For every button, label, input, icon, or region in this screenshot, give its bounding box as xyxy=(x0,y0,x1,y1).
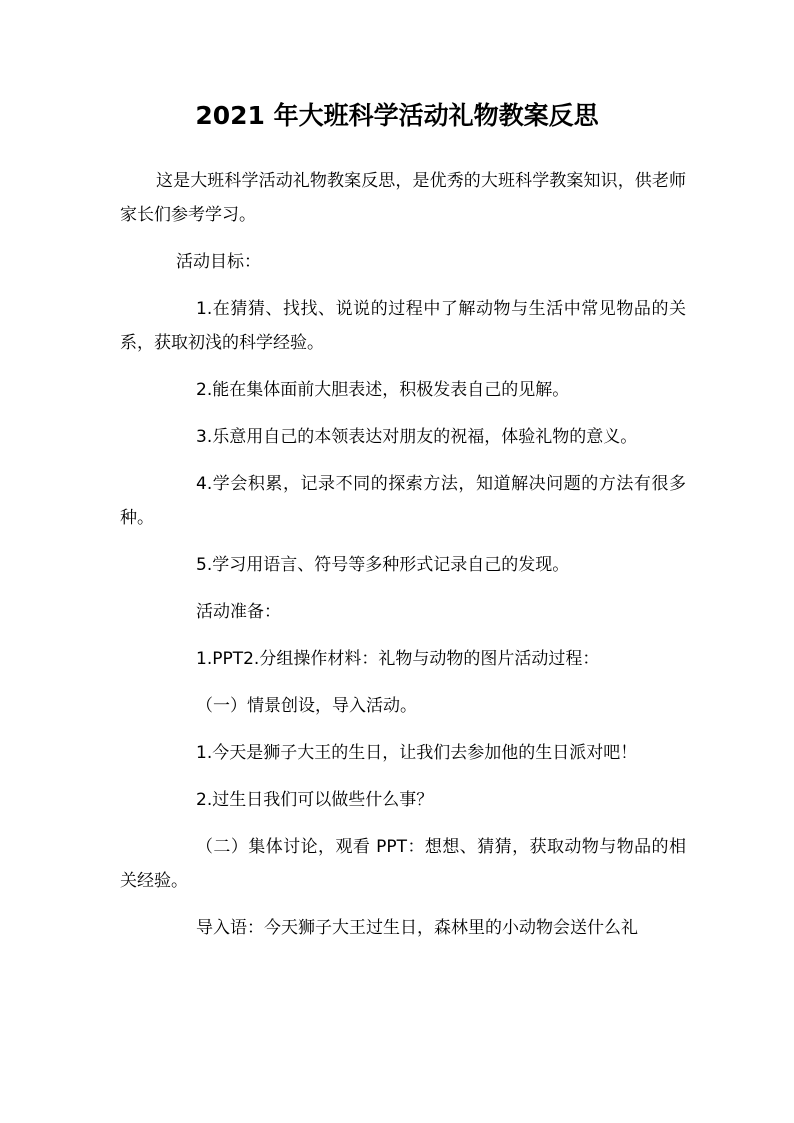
intro-speech: 导入语：今天狮子大王过生日，森林里的小动物会送什么礼 xyxy=(196,918,638,938)
goal-item-3: 3.乐意用自己的本领表达对朋友的祝福，体验礼物的意义。 xyxy=(196,427,638,447)
goal-item-2: 2.能在集体面前大胆表述，积极发表自己的见解。 xyxy=(196,380,570,400)
goal-item-4: 4.学会积累，记录不同的探索方法，知道解决问题的方法有很多种。 xyxy=(120,474,686,528)
goal-item-5: 5.学习用语言、符号等多种形式记录自己的发现。 xyxy=(196,555,570,575)
step-item-2: 2.过生日我们可以做些什么事？ xyxy=(196,790,434,810)
document-title: 2021 年大班科学活动礼物教案反思 xyxy=(195,101,599,130)
document-body xyxy=(120,164,686,958)
section-heading-goals: 活动目标： xyxy=(176,252,261,272)
step-heading-1: （一）情景创设，导入活动。 xyxy=(196,696,417,716)
goal-item-1: 1.在猜猜、找找、说说的过程中了解动物与生活中常见物品的关系，获取初浅的科学经验。 xyxy=(120,299,686,353)
intro-paragraph: 这是大班科学活动礼物教案反思，是优秀的大班科学教案知识，供老师家长们参考学习。 xyxy=(120,171,686,225)
section-heading-preparation: 活动准备： xyxy=(196,602,281,622)
preparation-item: 1.PPT2.分组操作材料：礼物与动物的图片活动过程： xyxy=(196,649,600,669)
step-heading-2: （二）集体讨论，观看 PPT：想想、猜猜，获取动物与物品的相关经验。 xyxy=(120,837,686,891)
step-item-1: 1.今天是狮子大王的生日，让我们去参加他的生日派对吧！ xyxy=(196,743,638,763)
